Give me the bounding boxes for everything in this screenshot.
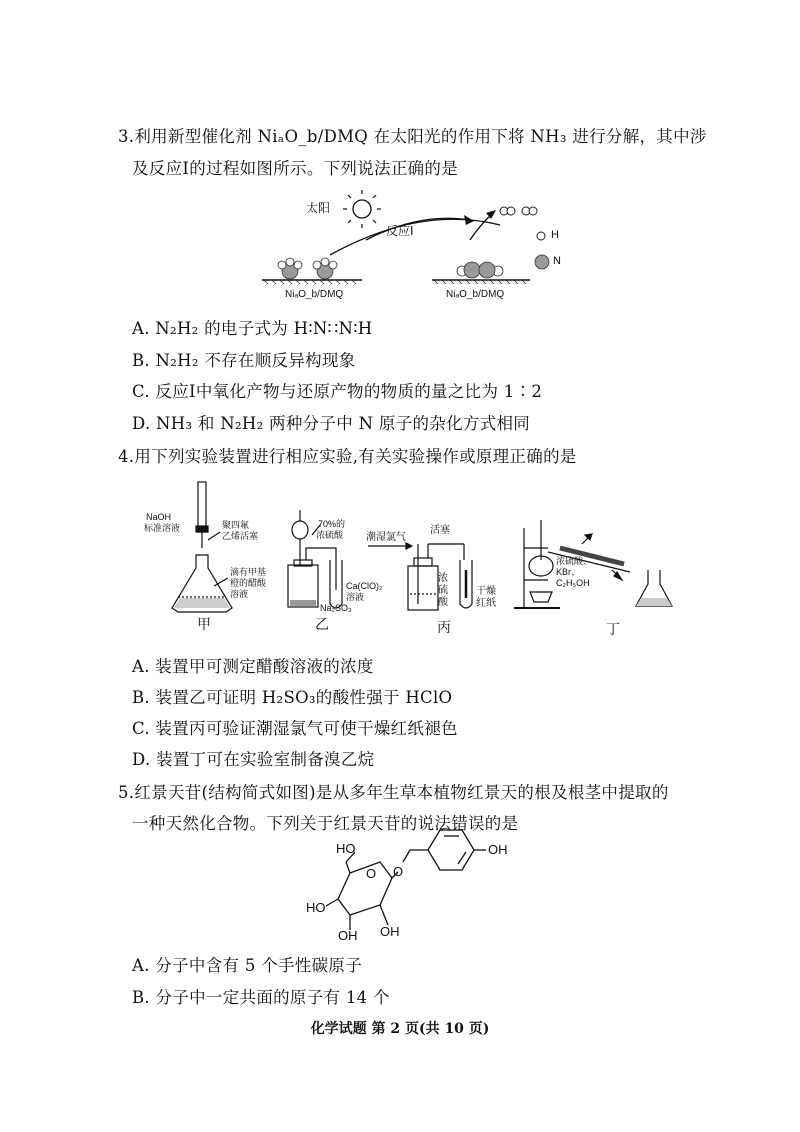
q5-stem-line2: 一种天然化合物。下列关于红景天苷的说法错误的是 <box>132 814 519 833</box>
valve-label: 活塞 <box>430 525 450 536</box>
caption-ding: 丁 <box>606 622 620 638</box>
page-footer: 化学试题 第 2 页(共 10 页) <box>310 1021 490 1037</box>
reagent-label-1: 浓硫酸、 <box>556 556 593 566</box>
acid-label-2: 浓硫酸 <box>316 530 344 540</box>
q4-option-d: D. 装置丁可在实验室制备溴乙烷 <box>132 750 375 769</box>
q3-stem-line1: 3.利用新型催化剂 NiₐO_b/DMQ 在太阳光的作用下将 NH₃ 进行分解，其中涉 <box>118 127 707 146</box>
standard-solution-label: 标准溶液 <box>144 523 181 533</box>
caption-yi: 乙 <box>315 617 329 633</box>
indicator-label-2: 橙的醋酸 <box>230 578 267 588</box>
q5-stem-line1: 5.红景天苷(结构简式如图)是从多年生草本植物红景天的根及根茎中提取的 <box>118 783 669 802</box>
conc-sulfuric-label-2: 硫 <box>438 585 448 596</box>
catalyst-right-label: NiₐO_b/DMQ <box>446 289 505 300</box>
wet-chlorine-label: 潮湿氯气 <box>366 532 406 543</box>
acid-label-1: 70%的 <box>318 519 346 529</box>
hydroxyl-label-2: OH <box>488 842 508 857</box>
caclo-label-2: 溶液 <box>346 592 365 602</box>
q5-option-b: B. 分子中一定共面的原子有 14 个 <box>132 988 390 1007</box>
q3-stem-line2: 及反应Ⅰ的过程如图所示。下列说法正确的是 <box>132 159 459 178</box>
ring-oxygen-label: O <box>366 866 377 881</box>
indicator-label-3: 溶液 <box>230 589 249 599</box>
indicator-label-1: 滴有甲基 <box>230 567 267 577</box>
catalyst-left-label: NiₐO_b/DMQ <box>285 289 344 300</box>
reaction-label: 反应Ⅰ <box>386 224 414 238</box>
reagent-label-2: KBr、 <box>556 567 581 577</box>
q4-option-c: C. 装置丙可验证潮湿氯气可使干燥红纸褪色 <box>132 719 458 738</box>
q3-option-b: B. N₂H₂ 不存在顺反异构现象 <box>132 351 356 370</box>
q4-option-b: B. 装置乙可证明 H₂SO₃的酸性强于 HClO <box>132 688 453 707</box>
ptfe-label-2: 乙烯活塞 <box>222 531 259 541</box>
caption-jia: 甲 <box>197 617 211 633</box>
hydroxyl-label-1: HO <box>336 841 356 856</box>
q4-stem-line1: 4.用下列实验装置进行相应实验,有关实验操作或原理正确的是 <box>118 447 577 466</box>
caclo-label-1: Ca(ClO)₂ <box>346 581 383 591</box>
dry-paper-label-1: 干燥 <box>476 586 496 597</box>
dry-paper-label-2: 红纸 <box>476 598 496 609</box>
hydroxyl-label-5: OH <box>380 924 400 939</box>
conc-sulfuric-label-1: 浓 <box>438 573 448 584</box>
hydroxyl-label-3: HO <box>306 900 326 915</box>
q3-option-a: A. N₂H₂ 的电子式为 H∶N∷N∶H <box>132 319 373 338</box>
q3-option-c: C. 反应Ⅰ中氧化产物与还原产物的物质的量之比为 1∶2 <box>132 382 543 401</box>
q4-option-a: A. 装置甲可测定醋酸溶液的浓度 <box>132 657 374 676</box>
q3-option-d: D. NH₃ 和 N₂H₂ 两种分子中 N 原子的杂化方式相同 <box>132 414 531 433</box>
legend-h-label: H <box>551 229 559 241</box>
caption-bing: 丙 <box>437 620 451 636</box>
naoh-label: NaOH <box>146 512 172 522</box>
hydroxyl-label-4: OH <box>338 928 358 943</box>
conc-sulfuric-label-3: 酸 <box>438 597 448 608</box>
ptfe-label-1: 聚四氟 <box>222 520 250 530</box>
sun-label: 太阳 <box>306 201 331 215</box>
na2so3-label: Na₂SO₃ <box>320 603 352 613</box>
glycosidic-oxygen-label: O <box>393 864 404 879</box>
q5-option-a: A. 分子中含有 5 个手性碳原子 <box>132 956 362 975</box>
legend-n-label: N <box>553 255 561 267</box>
reagent-label-3: C₂H₅OH <box>556 578 590 588</box>
